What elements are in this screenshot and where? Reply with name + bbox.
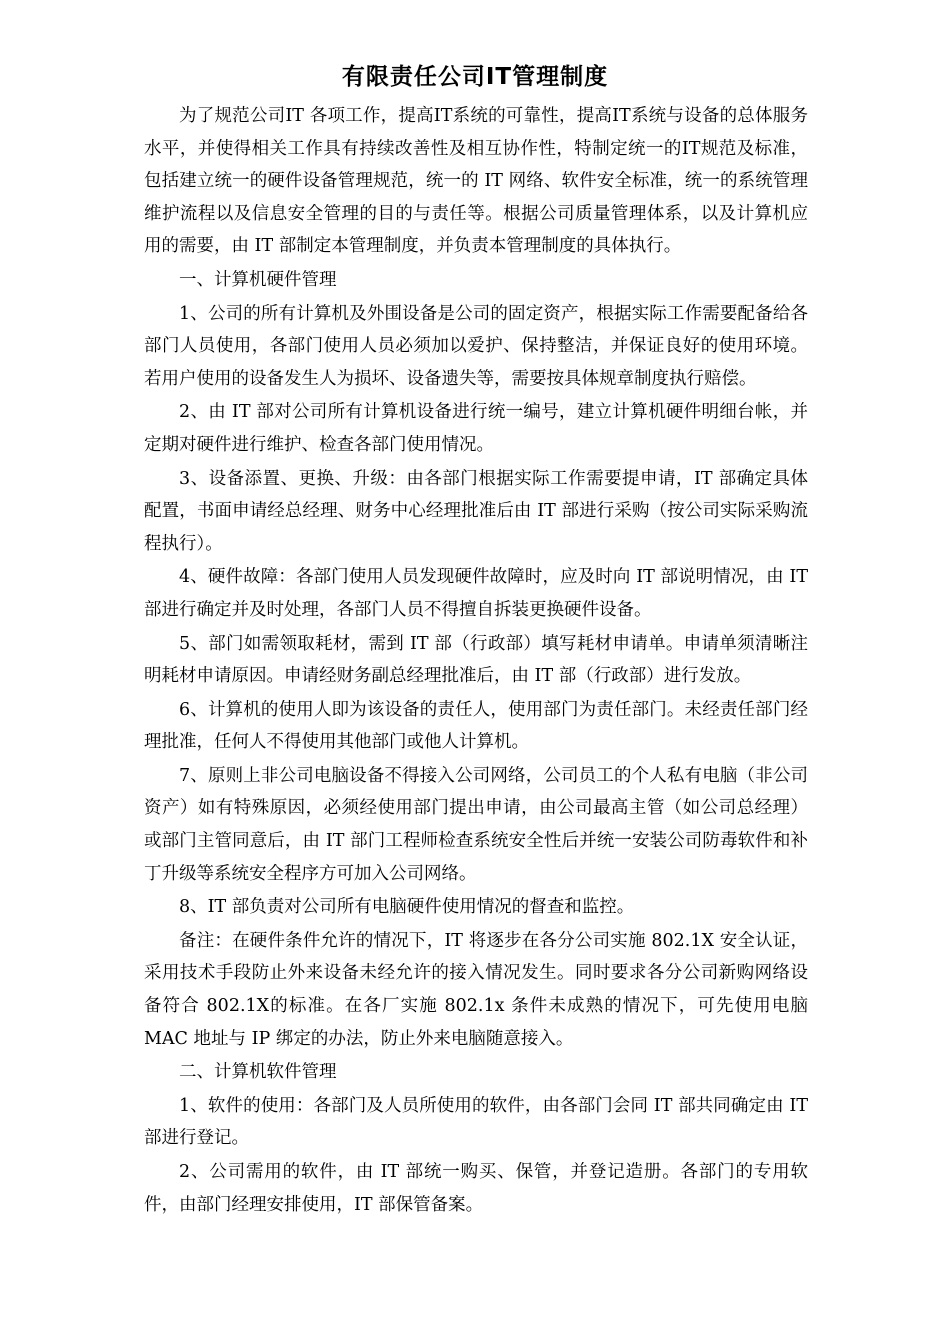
software-clause-1: 1、软件的使用：各部门及人员所使用的软件，由各部门会同 IT 部共同确定由 IT部进行登记。	[144, 1095, 808, 1149]
hardware-clause-8: 8、IT 部负责对公司所有电脑硬件使用情况的督查和监控。	[179, 897, 635, 918]
hardware-note: 备注：在硬件条件允许的情况下，IT 将逐步在各分公司实施 802.1X 安全认证，采用技术手段防止外来设备未经允许的接入情况发生。同时要求各分公司新购网络设备符合 802.1X的标准。在各厂实施 802.1x 条件未成熟的情况下，可先使用电脑 MAC 地址与 IP 绑定的办法，防止外来电脑随意接入。	[144, 930, 808, 1049]
hardware-clause-4: 4、硬件故障：各部门使用人员发现硬件故障时，应及时向 IT 部说明情况，由 IT部进行确定并及时处理，各部门人员不得擅自拆装更换硬件设备。	[144, 567, 808, 620]
document-body	[144, 100, 808, 1221]
intro-paragraph: 为了规范公司IT 各项工作，提高IT系统的可靠性，提高IT系统与设备的总体服务水平，并使得相关工作具有持续改善性及相互协作性，特制定统一的IT规范及标准，包括建立统一的硬件设备管理规范，统一的 IT 网络、软件安全标准，统一的系统管理维护流程以及信息安全管理的目的与责任等。根据公司质量管理体系，以及计算机应用的需要，由 IT 部制定本管理制度，并负责本管理制度的具体执行。	[144, 106, 808, 257]
hardware-clause-5: 5、部门如需领取耗材，需到 IT 部（行政部）填写耗材申请单。申请单须清晰注明耗材申请原因。申请经财务副总经理批准后，由 IT 部（行政部）进行发放。	[144, 633, 808, 687]
section-heading-software: 二、计算机软件管理	[179, 1062, 337, 1083]
software-clause-2: 2、公司需用的软件，由 IT 部统一购买、保管，并登记造册。各部门的专用软件，由部门经理安排使用，IT 部保管备案。	[144, 1162, 808, 1215]
section-heading-hardware: 一、计算机硬件管理	[179, 269, 337, 290]
hardware-clause-3: 3、设备添置、更换、升级：由各部门根据实际工作需要提申请，IT 部确定具体配置，书面申请经总经理、财务中心经理批准后由 IT 部进行采购（按公司实际采购流程执行）。	[144, 468, 808, 554]
hardware-clause-6: 6、计算机的使用人即为该设备的责任人，使用部门为责任部门。未经责任部门经理批准，任何人不得使用其他部门或他人计算机。	[144, 699, 808, 753]
document-title: 有限责任公司IT管理制度	[341, 64, 609, 90]
hardware-clause-7: 7、原则上非公司电脑设备不得接入公司网络，公司员工的个人私有电脑（非公司资产）如有特殊原因，必须经使用部门提出申请，由公司最高主管（如公司总经理）或部门主管同意后，由 IT 部门工程师检查系统安全性后并统一安装公司防毒软件和补丁升级等系统安全程序方可加入公司网络。	[144, 765, 808, 884]
hardware-clause-2: 2、由 IT 部对公司所有计算机设备进行统一编号，建立计算机硬件明细台帐，并定期对硬件进行维护、检查各部门使用情况。	[144, 402, 808, 455]
hardware-clause-1: 1、公司的所有计算机及外围设备是公司的固定资产，根据实际工作需要配备给各部门人员使用，各部门使用人员必须加以爱护、保持整洁，并保证良好的使用环境。若用户使用的设备发生人为损坏、设备遗失等，需要按具体规章制度执行赔偿。	[144, 303, 808, 389]
